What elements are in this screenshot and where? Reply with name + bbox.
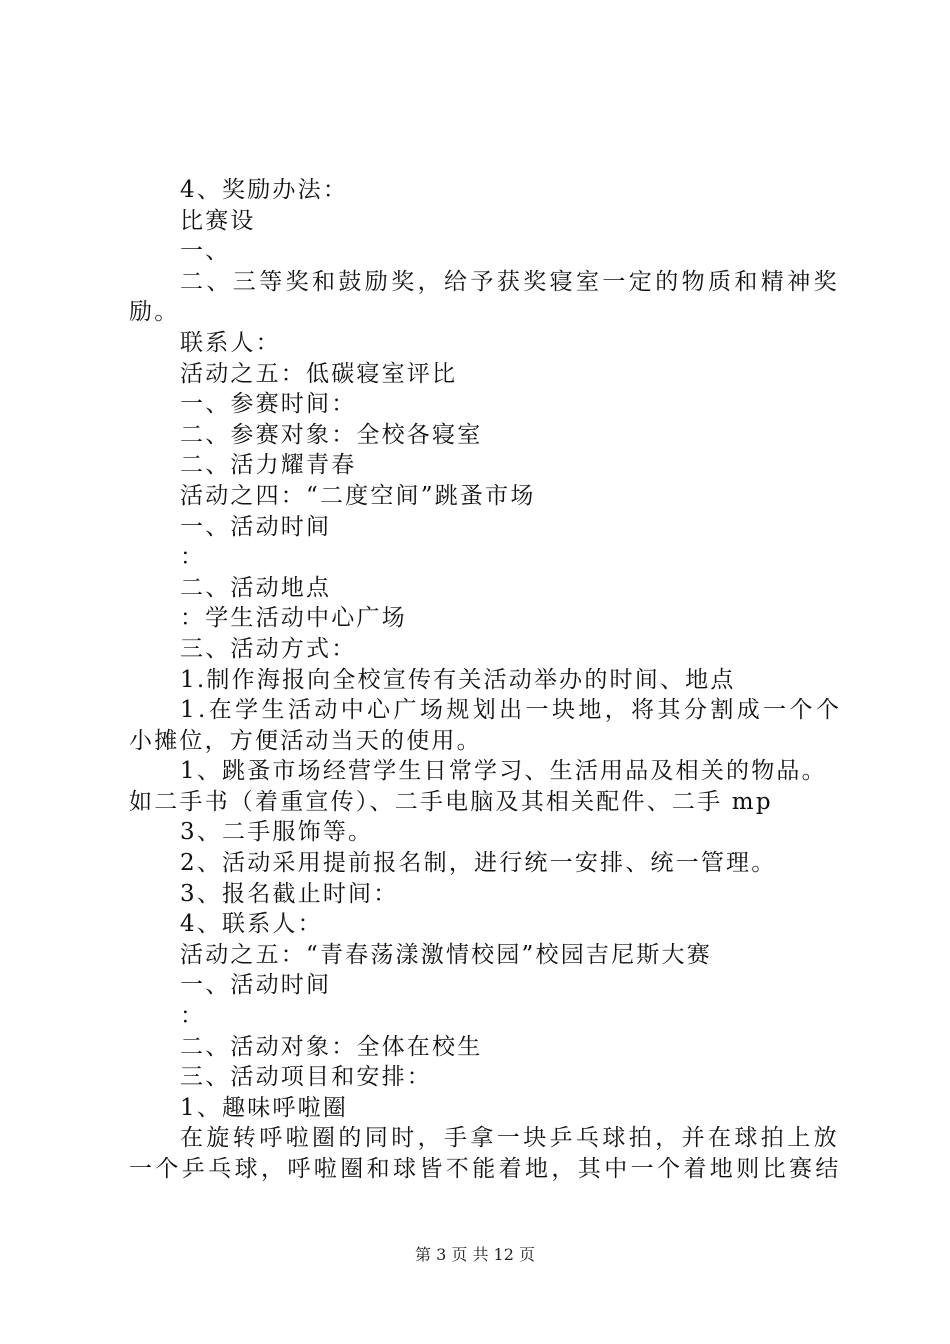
text-line: 比赛设 — [180, 207, 256, 234]
text-line: 一、参赛时间： — [180, 391, 357, 418]
text-line: 三、活动项目和安排： — [180, 1064, 432, 1091]
text-line: 3、报名截止时间： — [180, 880, 399, 907]
text-line: 一、 — [180, 238, 231, 265]
text-line: 活动之五：“青春荡漾激情校园”校园吉尼斯大赛 — [180, 941, 712, 968]
text-line: ：学生活动中心广场 — [180, 605, 407, 632]
text-line: 一、活动时间 — [180, 972, 332, 999]
text-line: 三、活动方式： — [180, 635, 357, 662]
text-line: 二、活动对象：全体在校生 — [180, 1033, 483, 1060]
text-line: 二、参赛对象：全校各寝室 — [180, 421, 483, 448]
text-line: 1.制作海报向全校宣传有关活动举办的时间、地点 — [180, 666, 736, 693]
text-line: 小摊位，方便活动当天的使用。 — [129, 727, 482, 754]
text-line: ： — [180, 544, 206, 571]
text-line: 二、活动地点 — [180, 574, 332, 601]
text-line: 活动之五：低碳寝室评比 — [180, 360, 458, 387]
text-line: ： — [180, 1003, 206, 1030]
text-line: 4、联系人： — [180, 911, 323, 938]
text-line: 励。 — [129, 299, 180, 326]
text-line: 二、活力耀青春 — [180, 452, 357, 479]
text-line: 一个乒乓球，呼啦圈和球皆不能着地，其中一个着地则比赛结 — [129, 1156, 842, 1182]
text-line: 4、奖励办法： — [180, 177, 349, 203]
text-line: 联系人： — [180, 329, 281, 356]
text-line: 1、趣味呼啦圈 — [180, 1094, 349, 1121]
text-line: 一、活动时间 — [180, 513, 332, 540]
text-line: 2、活动采用提前报名制，进行统一安排、统一管理。 — [180, 850, 777, 877]
text-line: 3、二手服饰等。 — [180, 819, 374, 846]
text-line: 如二手书（着重宣传）、二手电脑及其相关配件、二手 mp — [129, 788, 773, 815]
text-line: 1、跳蚤市场经营学生日常学习、生活用品及相关的物品。 — [180, 758, 827, 785]
text-line: 1.在学生活动中心广场规划出一块地，将其分割成一个个 — [180, 697, 843, 724]
document-body — [129, 175, 843, 1185]
text-line: 二、三等奖和鼓励奖，给予获奖寝室一定的物质和精神奖 — [180, 268, 840, 295]
page-number-footer: 第 3 页 共 12 页 — [415, 1245, 535, 1264]
text-line: 活动之四：“二度空间”跳蚤市场 — [180, 482, 536, 509]
text-line: 在旋转呼啦圈的同时，手拿一块乒乓球拍，并在球拍上放 — [180, 1125, 840, 1152]
